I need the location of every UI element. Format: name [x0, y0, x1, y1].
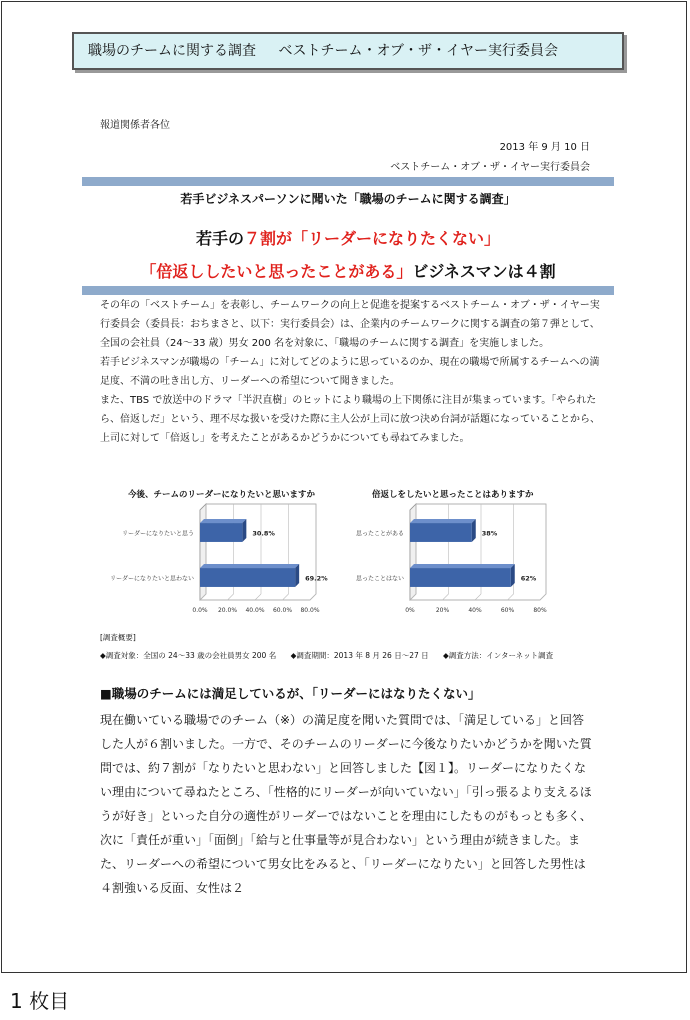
chart-1-tick-2: 40.0%	[245, 607, 265, 614]
chart-1-tick-1: 20.0%	[217, 607, 238, 614]
chart-2	[352, 500, 582, 620]
chart-2-bar-side-0	[472, 519, 476, 542]
divider-band-top	[82, 177, 614, 186]
chart-2-tick-0: 0%	[405, 607, 415, 614]
section-heading: ■職場のチームには満足しているが、「リーダーにはなりたくない」	[100, 686, 481, 701]
chart-1-category-0: リーダーになりたいと思う	[121, 530, 194, 538]
chart-2-bar-side-1	[511, 564, 515, 587]
chart-2-tick-2: 40%	[468, 607, 482, 614]
chart-2-value-label-1: 62%	[520, 574, 537, 583]
intro-text	[100, 296, 600, 448]
page-number: 1 枚目	[10, 989, 70, 1013]
headline-2	[82, 259, 614, 282]
issuer: ベストチーム・オブ・ザ・イヤー実行委員会	[390, 162, 590, 173]
recipient: 報道関係者各位	[100, 120, 170, 131]
chart-2-bar-1	[410, 568, 511, 587]
header-title: 職場のチームに関する調査	[88, 43, 256, 59]
chart-1-tick-0: 0.0%	[192, 607, 208, 614]
headline-1	[82, 226, 614, 249]
headline-1-pre: 若手の	[195, 229, 244, 248]
survey-period: ◆調査期間：2013 年 8 月 26 日～27 日	[290, 651, 429, 660]
chart-1-bar-side-1	[295, 564, 299, 587]
headline-2-red: 「倍返ししたいと思ったことがある」	[140, 262, 413, 281]
survey-method: ◆調査方法：インターネット調査	[443, 651, 554, 660]
chart-1-tick-3: 60.0%	[272, 607, 293, 614]
chart-1-bar-1	[200, 568, 295, 587]
intro-paragraph-2: 若手ビジネスマンが職場の「チーム」に対してどのように思っているのか、現在の職場で所属するチームへの満足度、不満の吐き出し方、リーダーへの希望について聞きました。	[100, 357, 600, 387]
divider-band-bottom	[82, 286, 614, 295]
subheadline: 若手ビジネスパーソンに聞いた「職場のチームに関する調査」	[180, 192, 516, 206]
chart-1-bar-side-0	[242, 519, 246, 542]
chart-1-bar-top-0	[200, 519, 246, 523]
chart-2-tick-1: 20%	[435, 607, 450, 614]
section-body: 現在働いている職場でのチーム（※）の満足度を聞いた質問では、「満足している」と回答した人が６割いました。一方で、そのチームのリーダーに今後なりたいかどうかを聞いた質問では、約７割が「なりたいと思わない」と回答しました【図１】。リーダーになりたくない理由について尋ねたところ、「性格的にリーダーが向いていない」「引っ張るより支えるほうが好き」といった自分の適性がリーダーではないことを理由にしたものがもっとも多く、次に「責任が重い」「面倒」「給与と仕事量等が見合わない」という理由が続きました。また、リーダーへの希望について男女比をみると、「リーダーになりたい」と回答した男性は４割強いる反面、女性は２	[100, 713, 592, 895]
chart-2-tick-3: 60%	[500, 607, 515, 614]
survey-target: ◆調査対象：全国の 24～33 歳の会社員男女 200 名	[100, 651, 277, 660]
chart-1-bar-top-1	[200, 564, 299, 568]
chart-1-bar-0	[200, 523, 242, 542]
chart-1	[100, 500, 340, 620]
chart-2-bar-top-1	[410, 564, 515, 568]
chart-2-bar-0	[410, 523, 472, 542]
intro-paragraph-3: また、TBS で放送中のドラマ「半沢直樹」のヒットにより職場の上下関係に注目が集まっています。「やられたら、倍返しだ」という、理不尽な扱いを受けた際に主人公が上司に放つ決め台詞が話題になっていることから、上司に対して「倍返し」を考えたことがあるかどうかについても尋ねてみました。	[100, 395, 600, 444]
chart-1-category-1: リーダーになりたいと思わない	[109, 575, 194, 583]
headline-2-post: ビジネスマンは４割	[412, 262, 556, 281]
chart-2-title: 倍返しをしたいと思ったことはありますか	[372, 490, 534, 500]
chart-2-value-label-0: 38%	[481, 529, 498, 538]
intro-paragraph-1: その年の「ベストチーム」を表彰し、チームワークの向上と促進を提案するベストチーム・オブ・ザ・イヤー実行委員会（委員長：おちまさと、以下：実行委員会）は、企業内のチームワークに関する調査の第７弾として、全国の会社員（24～33 歳）男女 200 名を対象に、「職場のチームに関する調査」を実施しました。	[100, 300, 600, 349]
chart-1-title: 今後、チームのリーダーになりたいと思いますか	[128, 490, 316, 500]
chart-2-bar-top-0	[410, 519, 476, 523]
headline-1-red: ７割が「リーダーになりたくない」	[244, 229, 501, 248]
chart-1-value-label-1: 69.2%	[305, 574, 328, 583]
survey-items	[100, 650, 565, 661]
chart-2-tick-4: 80%	[533, 607, 547, 614]
chart-1-tick-4: 80.0%	[300, 607, 320, 614]
survey-heading: [調査概要]	[100, 633, 136, 642]
chart-2-category-1: 思ったことはない	[355, 575, 404, 583]
header-org: ベストチーム・オブ・ザ・イヤー実行委員会	[278, 43, 559, 59]
header-title-box	[72, 32, 624, 70]
chart-1-value-label-0: 30.8%	[252, 529, 275, 538]
chart-2-category-0: 思ったことがある	[355, 530, 404, 538]
release-date: 2013 年 9 月 10 日	[499, 142, 590, 153]
